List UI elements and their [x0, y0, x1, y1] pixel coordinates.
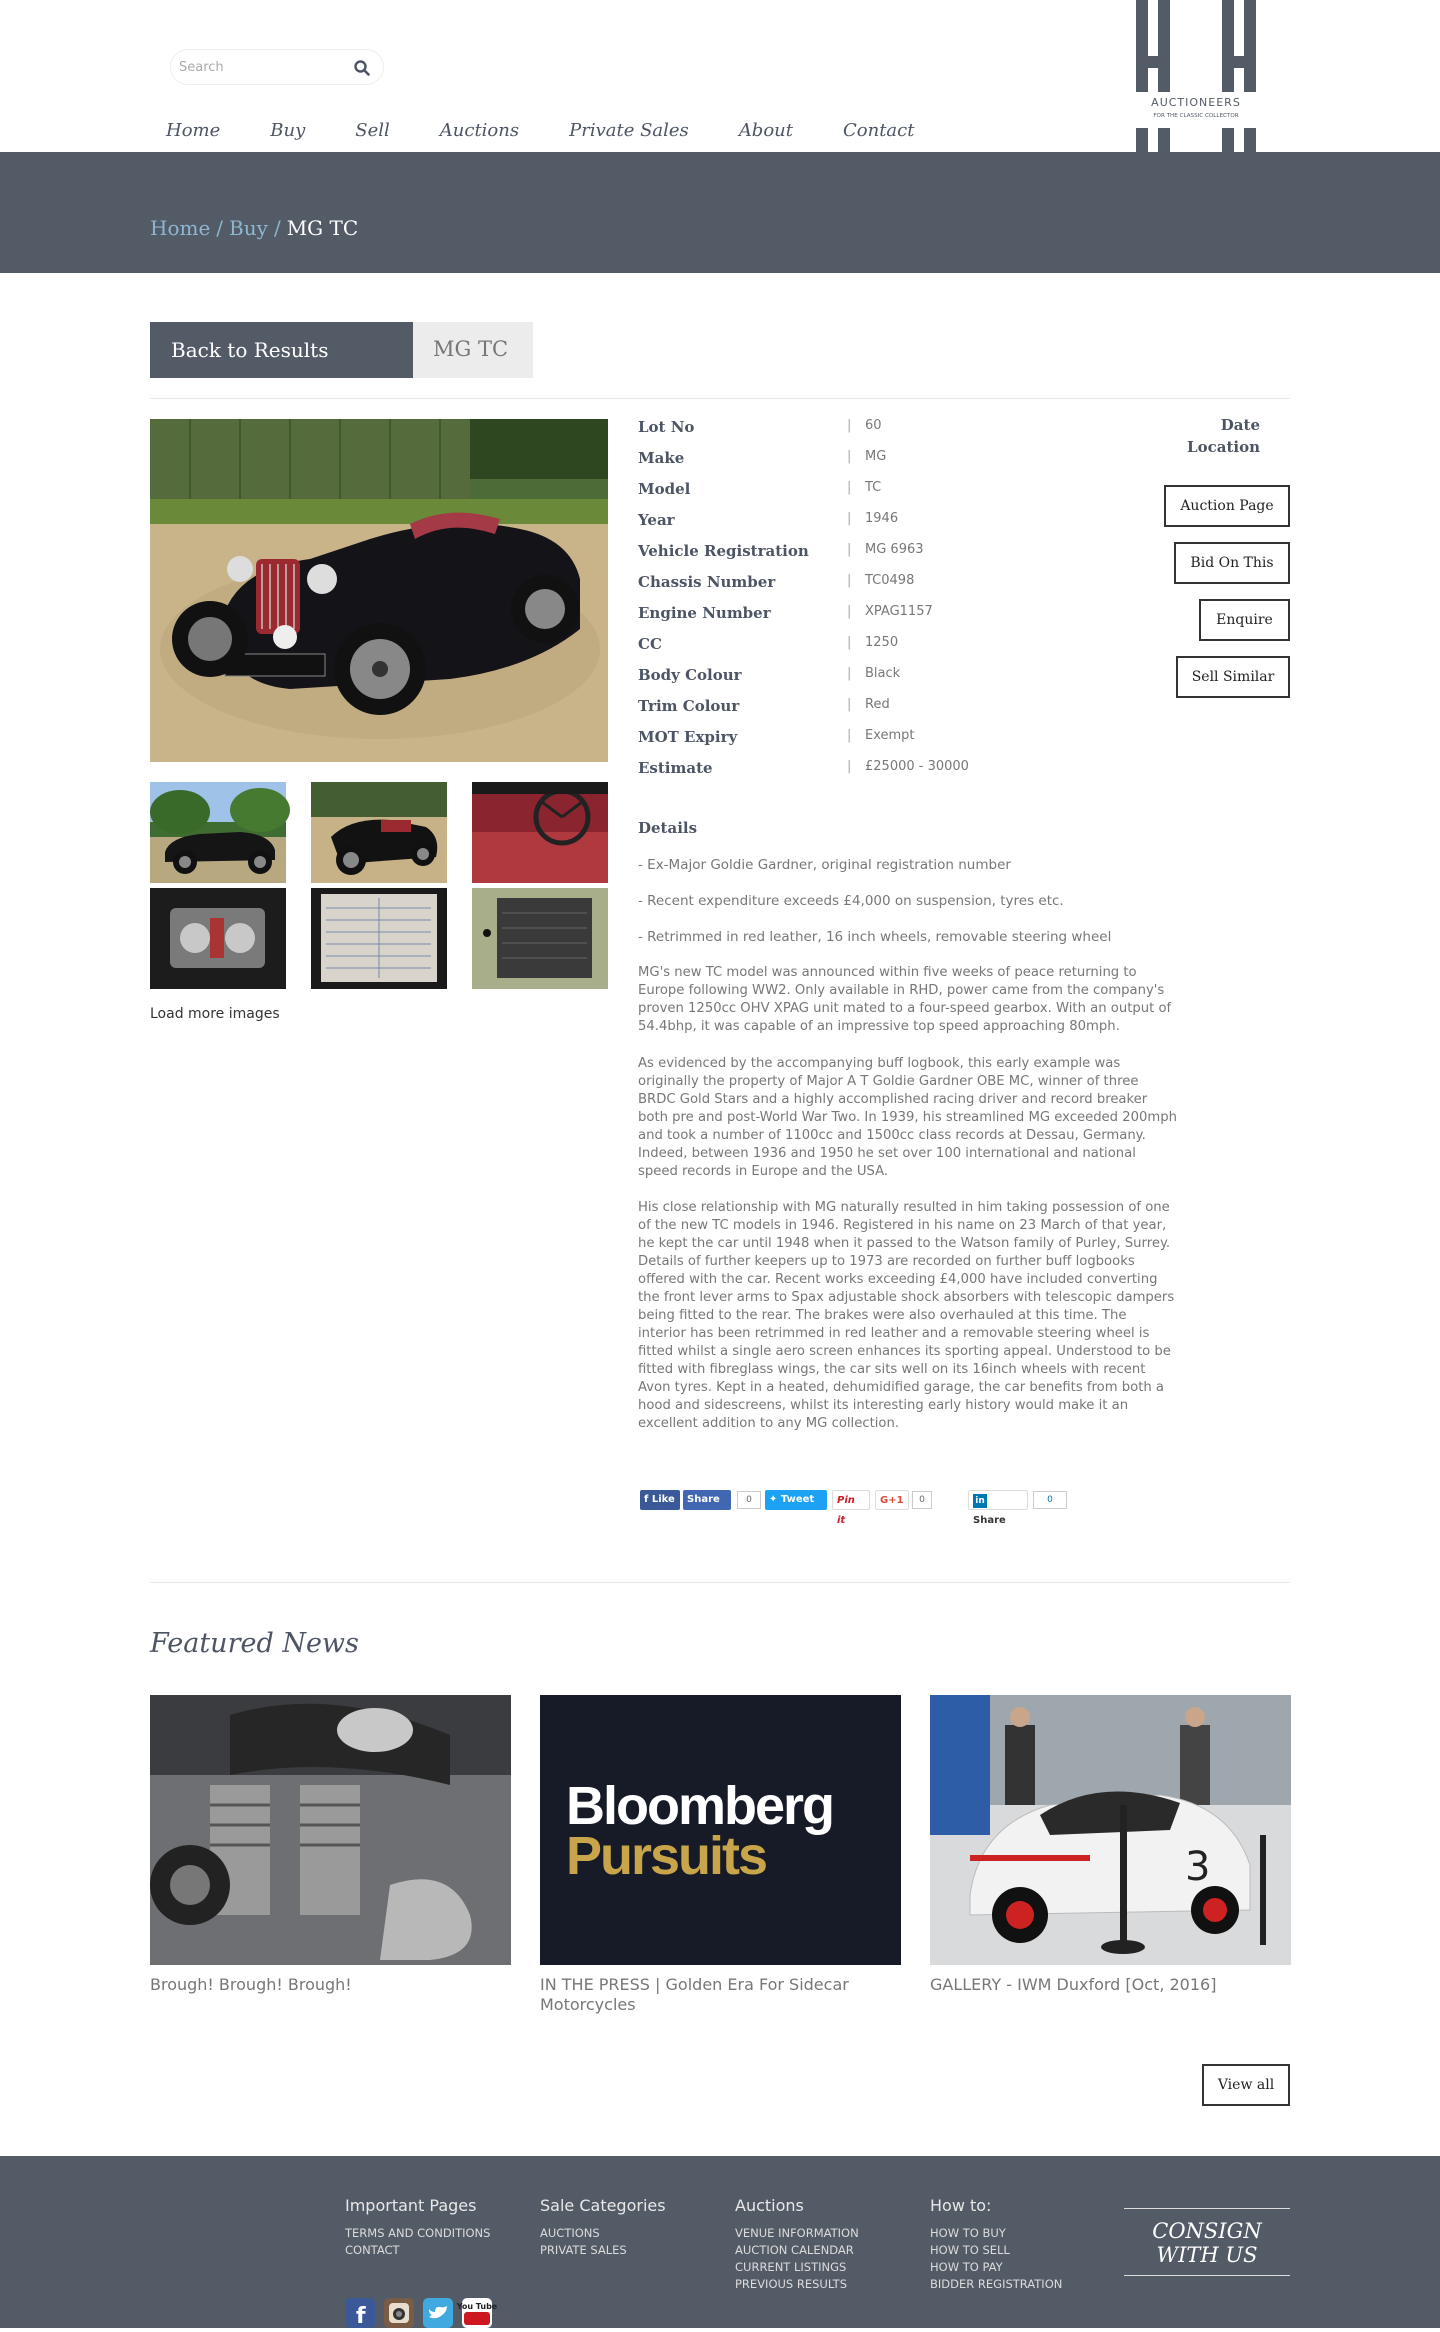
spec-separator: | [847, 728, 852, 743]
bloomberg-logo-line2: Pursuits [566, 1826, 767, 1886]
spec-row [638, 632, 1038, 663]
detail-bullet: - Ex-Major Goldie Gardner, original registration number [638, 857, 1011, 873]
enquire-button[interactable]: Enquire [1199, 599, 1290, 641]
footer-heading: Important Pages [345, 2196, 477, 2215]
spec-row [638, 694, 1038, 725]
spec-value: MG 6963 [865, 542, 924, 557]
nav-sell[interactable]: Sell [355, 120, 390, 141]
spec-value: 60 [865, 418, 882, 433]
footer-link[interactable]: BIDDER REGISTRATION [930, 2277, 1063, 2291]
thumbnail-3[interactable] [472, 782, 608, 883]
spec-value: £25000 - 30000 [865, 759, 969, 774]
thumbnail-5[interactable] [311, 888, 447, 989]
spec-label: Trim Colour [638, 697, 740, 715]
news-caption[interactable]: IN THE PRESS | Golden Era For Sidecar Motorcycles [540, 1975, 849, 2014]
svg-text:3: 3 [1185, 1844, 1211, 1890]
spec-value: XPAG1157 [865, 604, 933, 619]
instagram-icon[interactable] [384, 2298, 414, 2328]
page-banner [0, 152, 1440, 273]
spec-separator: | [847, 511, 852, 526]
spec-value: Red [865, 697, 890, 712]
svg-text:f: f [356, 2304, 366, 2329]
description-paragraph: His close relationship with MG naturally resulted in him taking possession of one of the new TC models in 1946. Registered in his name on 23 March of that year, he kept the car until 1948 when it passed to the Watson family of Purley, Surrey. Details of further keepers up to 1973 are recorded on further buff logbooks offered with the car. Recent works exceeding £4,000 have included converting the front lever arms to Spax adjustable shock absorbers with telescopic dampers being fitted to the rear. The brakes were also overhauled at this time. The interior has been retrimmed in red leather and a removable steering wheel is fitted whilst a single aero screen enhances its sporting appeal. Understood to be fitted with fibreglass wings, the car sits well on its 16inch wheels with recent Avon tyres. Kept in a heated, dehumidified garage, the car benefits from both a hood and sidescreens, whilst its interesting early history would make it an excellent addition to any MG collection. [638, 1200, 1175, 1431]
spec-label: Estimate [638, 759, 713, 777]
facebook-icon: f [644, 1494, 649, 1505]
featured-news-heading: Featured News [150, 1628, 359, 1659]
spec-row [638, 415, 1038, 446]
search-box [170, 49, 384, 85]
footer-link[interactable]: PREVIOUS RESULTS [735, 2277, 847, 2291]
consign-with-us-button[interactable] [1124, 2208, 1290, 2276]
nav-buy[interactable]: Buy [270, 120, 306, 141]
main-car-image[interactable] [150, 419, 608, 762]
divider [150, 398, 1290, 399]
footer-heading: Auctions [735, 2196, 804, 2215]
date-location [1150, 414, 1260, 458]
spec-separator: | [847, 449, 852, 464]
breadcrumb-home[interactable]: Home [150, 216, 211, 240]
spec-row [638, 663, 1038, 694]
tweet-label: Tweet [780, 1494, 815, 1505]
spec-label: CC [638, 635, 662, 653]
spec-row [638, 570, 1038, 601]
facebook-like-label: Like [651, 1494, 675, 1505]
spec-value: Black [865, 666, 901, 681]
google-plus-button[interactable]: G+1 [875, 1490, 909, 1510]
spec-separator: | [847, 418, 852, 433]
footer-column-important-pages [345, 2196, 490, 2259]
spec-label: Chassis Number [638, 573, 776, 591]
twitter-icon[interactable] [423, 2298, 453, 2328]
listing-title: MG TC [413, 322, 533, 378]
footer-link[interactable]: HOW TO PAY [930, 2260, 1003, 2274]
detail-bullet: - Recent expenditure exceeds £4,000 on suspension, tyres etc. [638, 893, 1064, 909]
logo-and: AND [1187, 59, 1205, 68]
thumbnail-4[interactable] [150, 888, 286, 989]
back-to-results-button[interactable]: Back to Results [150, 322, 413, 378]
spec-value: Exempt [865, 728, 915, 743]
spec-row [638, 477, 1038, 508]
spec-separator: | [847, 542, 852, 557]
spec-row [638, 756, 1038, 787]
view-all-button[interactable]: View all [1202, 2064, 1290, 2106]
spec-value: MG [865, 449, 887, 464]
spec-label: Model [638, 480, 691, 498]
spec-value: TC0498 [865, 573, 915, 588]
logo-name: AUCTIONEERS [1151, 96, 1241, 109]
spec-separator: | [847, 573, 852, 588]
footer-link[interactable]: HOW TO BUY [930, 2226, 1006, 2240]
divider [150, 1582, 1290, 1583]
spec-label: Year [638, 511, 675, 529]
spec-separator: | [847, 697, 852, 712]
nav-home[interactable]: Home [166, 120, 221, 141]
spec-value: 1946 [865, 511, 899, 526]
news-caption[interactable]: GALLERY - IWM Duxford [Oct, 2016] [930, 1975, 1217, 1994]
spec-row [638, 508, 1038, 539]
facebook-share-button[interactable]: Share [683, 1490, 731, 1510]
description-paragraph: MG's new TC model was announced within five weeks of peace returning to Europe following WW2. Only available in RHD, power came from the company's proven 1250cc OHV XPAG unit mated to a four-speed gearbox. With an output of 54.4bhp, it was capable of an impressive top speed approaching 80mph. [638, 965, 1172, 1034]
spec-row [638, 446, 1038, 477]
linkedin-share-label: Share [973, 1515, 1006, 1526]
footer-link[interactable]: VENUE INFORMATION [735, 2226, 859, 2240]
search-input[interactable] [179, 56, 349, 78]
spec-separator: | [847, 480, 852, 495]
spec-separator: | [847, 604, 852, 619]
nav-about[interactable]: About [738, 120, 793, 141]
linkedin-share-count: 0 [1033, 1491, 1067, 1509]
spec-separator: | [847, 666, 852, 681]
linkedin-icon: in [973, 1494, 987, 1508]
spec-label: Body Colour [638, 666, 742, 684]
news-caption[interactable]: Brough! Brough! Brough! [150, 1975, 352, 1994]
auction-page-button[interactable]: Auction Page [1164, 485, 1290, 527]
footer-heading: Sale Categories [540, 2196, 666, 2215]
footer-column-sale-categories [540, 2196, 666, 2259]
consign-line1: CONSIGN [1152, 2219, 1262, 2243]
sell-similar-button[interactable]: Sell Similar [1176, 656, 1290, 698]
spec-label: Vehicle Registration [638, 542, 809, 560]
twitter-icon: ✦ [769, 1494, 778, 1505]
breadcrumb-buy[interactable]: Buy [229, 216, 268, 240]
footer-link[interactable]: PRIVATE SALES [540, 2243, 627, 2257]
date-label: Date [1220, 416, 1260, 434]
footer-link[interactable]: AUCTIONS [540, 2226, 600, 2240]
spec-label: Lot No [638, 418, 695, 436]
footer-heading: How to: [930, 2196, 992, 2215]
spec-separator: | [847, 759, 852, 774]
detail-bullet: - Retrimmed in red leather, 16 inch wheels, removable steering wheel [638, 929, 1112, 945]
vehicle-specs [638, 415, 1038, 787]
news-image-duxford[interactable] [930, 1695, 1291, 1965]
footer-link[interactable]: CONTACT [345, 2243, 400, 2257]
footer-link[interactable]: AUCTION CALENDAR [735, 2243, 854, 2257]
spec-row [638, 725, 1038, 756]
news-image-brough[interactable] [150, 1695, 511, 1965]
pinterest-button[interactable]: Pin it [832, 1490, 870, 1510]
site-header [0, 0, 1440, 152]
bid-on-this-button[interactable]: Bid On This [1174, 542, 1290, 584]
news-image-bloomberg[interactable] [540, 1695, 901, 1965]
nav-contact[interactable]: Contact [843, 120, 915, 141]
footer-link[interactable]: TERMS AND CONDITIONS [345, 2226, 491, 2240]
spec-row [638, 539, 1038, 570]
search-icon[interactable] [353, 59, 371, 77]
footer-link[interactable]: CURRENT LISTINGS [735, 2260, 847, 2274]
logo-tagline: FOR THE CLASSIC COLLECTOR [1153, 113, 1239, 119]
thumbnail-6[interactable] [472, 888, 608, 989]
youtube-icon[interactable] [456, 2298, 498, 2328]
load-more-images-link[interactable]: Load more images [150, 1006, 280, 1022]
footer-column-how-to [930, 2196, 1062, 2293]
facebook-share-count: 0 [737, 1491, 761, 1509]
footer-link[interactable]: HOW TO SELL [930, 2243, 1010, 2257]
description-paragraph: As evidenced by the accompanying buff logbook, this early example was originally the property of Major A T Goldie Gardner OBE MC, winner of three BRDC Gold Stars and a highly accomplished racing driver and record breaker both pre and post-World War Two. In 1939, his streamlined MG exceeded 200mph and took a number of 1100cc and 1500cc class records at Dessau, Germany. Indeed, between 1936 and 1950 he set over 100 international and national speed records in Europe and the USA. [638, 1056, 1177, 1179]
details-heading: Details [638, 819, 698, 837]
google-plus-count: 0 [912, 1491, 932, 1509]
spec-separator: | [847, 635, 852, 650]
thumbnail-1[interactable] [150, 782, 286, 883]
consign-line2: WITH US [1156, 2243, 1258, 2267]
bloomberg-logo-line1: Bloomberg [566, 1776, 834, 1836]
facebook-icon[interactable] [345, 2298, 375, 2328]
footer-column-auctions [735, 2196, 859, 2293]
tweet-button[interactable] [765, 1490, 827, 1510]
spec-row [638, 601, 1038, 632]
nav-auctions[interactable]: Auctions [439, 120, 520, 141]
linkedin-share-button[interactable] [968, 1490, 1028, 1526]
facebook-like-button[interactable] [640, 1490, 680, 1510]
nav-private-sales[interactable]: Private Sales [569, 120, 689, 141]
spec-label: Engine Number [638, 604, 771, 622]
spec-value: 1250 [865, 635, 899, 650]
youtube-label: You Tube [456, 2302, 498, 2311]
site-footer [0, 2156, 1440, 2328]
location-label: Location [1187, 438, 1260, 456]
spec-label: Make [638, 449, 685, 467]
breadcrumb-separator: / [273, 216, 281, 240]
breadcrumb-separator: / [216, 216, 224, 240]
main-nav [166, 120, 964, 141]
site-logo[interactable] [1136, 0, 1256, 152]
breadcrumb-current: MG TC [286, 216, 359, 240]
thumbnail-2[interactable] [311, 782, 447, 883]
spec-label: MOT Expiry [638, 728, 738, 746]
spec-value: TC [865, 480, 882, 495]
breadcrumb [150, 216, 358, 240]
